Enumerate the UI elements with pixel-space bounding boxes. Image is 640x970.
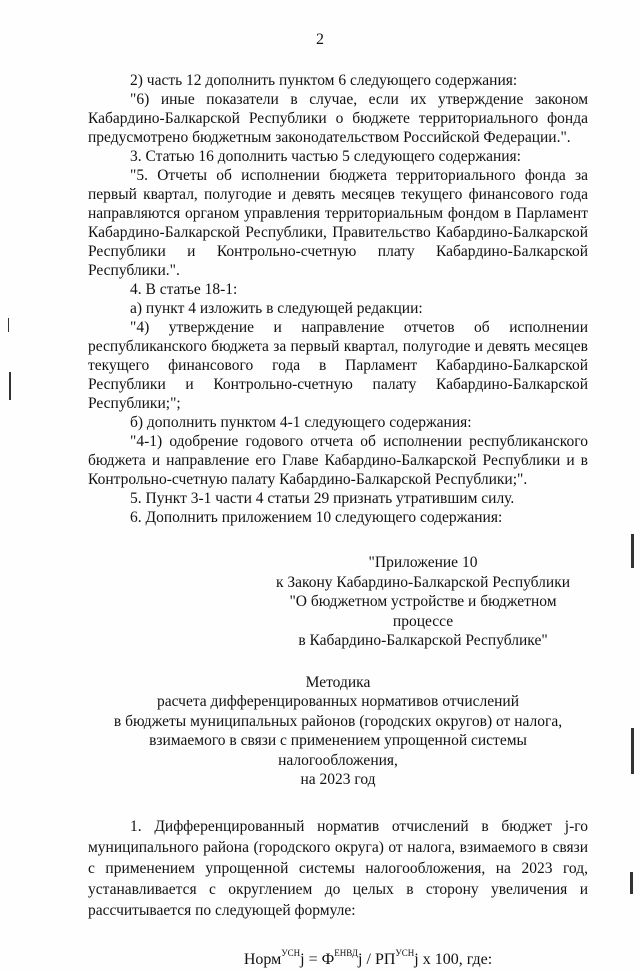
methodology-line: расчета дифференцированных нормативов отчислений — [156, 693, 520, 710]
scan-mark — [630, 872, 633, 894]
methodology-line: в бюджеты муниципальных районов (городских округов) от налога, — [113, 712, 563, 730]
scan-mark — [631, 728, 634, 774]
paragraph: "4) утверждение и направление отчетов об исполнении республиканского бюджета за первый квартал, полугодие и девять месяцев текущего финансового года в Парламент Кабардино-Балкарской Республики и Контрольно-счетную палату Кабардино-Балкарской Республики;"; — [88, 319, 588, 412]
scan-mark — [8, 318, 9, 332]
paragraph: 3. Статью 16 дополнить частью 5 следующего содержания: — [130, 148, 521, 165]
appendix-header — [258, 553, 588, 651]
formula-sup-usn: УСН — [395, 947, 415, 958]
formula-j: j — [300, 950, 305, 968]
formula-tail: x 100, где: — [418, 950, 493, 968]
paragraph: б) дополнить пунктом 4-1 следующего содержания: — [130, 414, 472, 431]
methodology-line: взимаемого в связи с применением упрощенной системы налогообложения, — [149, 732, 527, 769]
scan-mark — [9, 372, 11, 400]
clause-section — [88, 816, 588, 970]
paragraph: 4. В статье 18-1: — [130, 281, 238, 298]
scan-mark — [631, 534, 634, 568]
appendix-line: к Закону Кабардино-Балкарской Республики — [275, 573, 571, 591]
methodology-title: Методика — [305, 673, 371, 691]
formula-rp: / РП — [362, 950, 396, 968]
methodology-line: на 2023 год — [300, 771, 376, 788]
paragraph: "5. Отчеты об исполнении бюджета территориального фонда за первый квартал, полугодие и девять месяцев текущего финансового года направляются органом управления территориальным фондом в Парламент Кабардино-Балкарской Республики, Правительство Кабардино-Балкарской Республики и Контрольно-счетную плату Кабардино-Балкарской Республики.". — [88, 167, 588, 279]
formula-phi: = Ф — [304, 950, 335, 968]
appendix-line: "Приложение 10 — [368, 554, 478, 571]
paragraph: "4-1) одобрение годового отчета об исполнении республиканского бюджета и направление его Главе Кабардино-Балкарской Республики и в Контрольно-счетную палату Кабардино-Балкарской Республики;". — [88, 433, 588, 488]
formula-j: j — [358, 950, 363, 968]
clause-1: 1. Дифференцированный норматив отчислений в бюджет j-го муниципального района (городского округа) от налога, взимаемого в связи с применением упрощенной системы налогообложения, на 2023 год, устанавливается с округлением до целых в сторону увеличения и рассчитывается по следующей формуле: — [88, 817, 588, 919]
formula-j: j — [414, 950, 419, 968]
document-body — [88, 71, 588, 970]
paragraph: а) пункт 4 изложить в следующей редакции: — [130, 300, 423, 317]
formula-norm: Норм — [243, 950, 282, 968]
paragraph: 2) часть 12 дополнить пунктом 6 следующего содержания: — [130, 72, 518, 89]
appendix-line: в Кабардино-Балкарской Республике" — [298, 632, 548, 649]
page-number: 2 — [316, 31, 324, 48]
paragraph: 5. Пункт 3-1 части 4 статьи 29 признать утратившим силу. — [130, 490, 515, 507]
formula — [148, 943, 588, 970]
formula-sup-envd: ЕНВД — [334, 947, 359, 958]
methodology-title-block — [88, 673, 588, 790]
paragraph: "6) иные показатели в случае, если их утверждение законом Кабардино-Балкарской Республики о бюджете территориального фонда предусмотрено бюджетным законодательством Российской Федерации.". — [88, 91, 588, 146]
formula-sup-usn: УСН — [281, 947, 301, 958]
paragraph: 6. Дополнить приложением 10 следующего содержания: — [130, 509, 503, 526]
appendix-line: "О бюджетном устройстве и бюджетном процессе — [289, 593, 557, 630]
